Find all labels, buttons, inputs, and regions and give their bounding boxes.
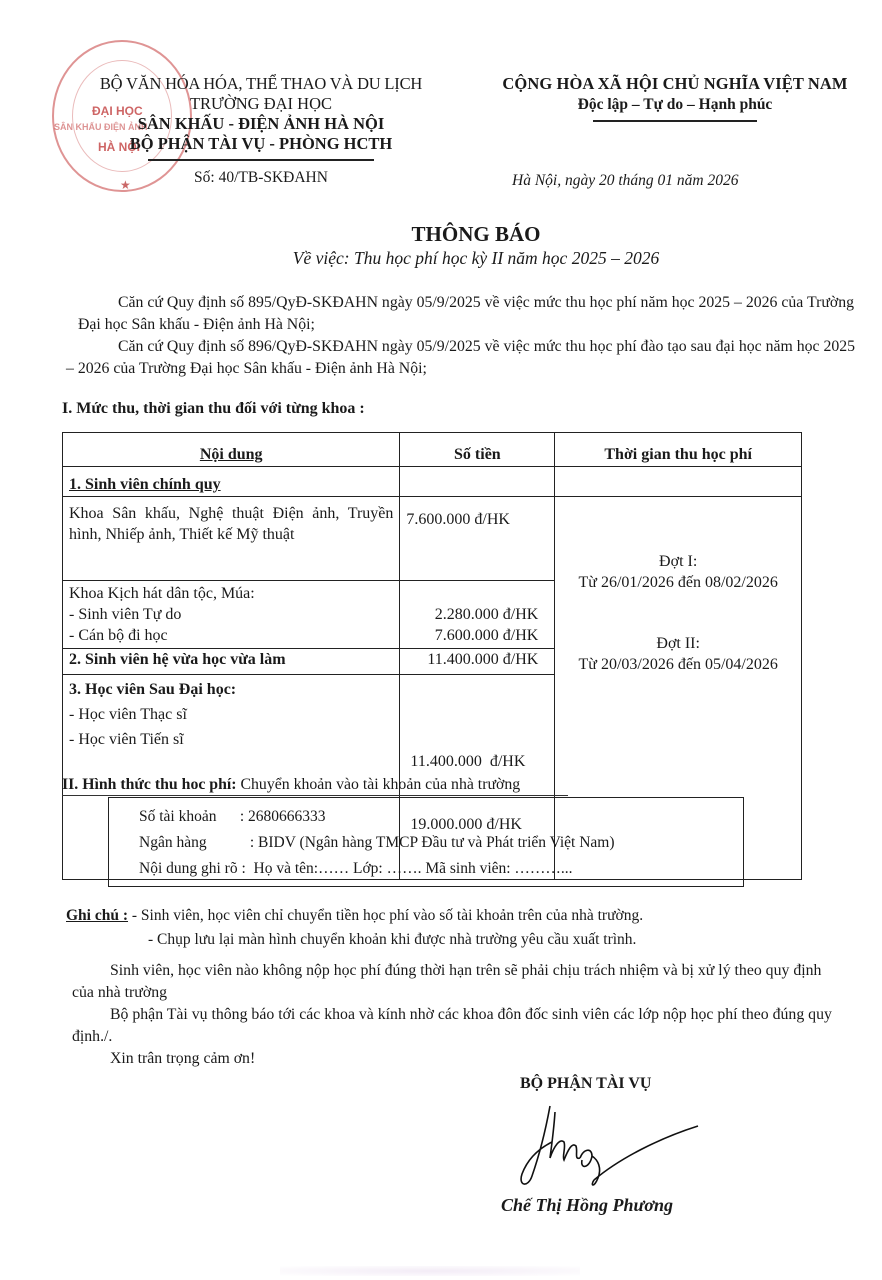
account-number-row bbox=[139, 804, 743, 830]
handwritten-signature-icon bbox=[510, 1098, 710, 1193]
column-header-period: Thời gian thu học phí bbox=[555, 433, 802, 467]
bank-label: Ngân hàng bbox=[139, 834, 207, 851]
group1-period-empty bbox=[555, 467, 802, 497]
row-folk-amount2: 7.600.000 đ/HK bbox=[434, 627, 539, 644]
period-1-range: Từ 26/01/2026 đến 08/02/2026 bbox=[578, 574, 778, 591]
group3-title: 3. Học viên Sau Đại học: bbox=[69, 681, 237, 698]
document-number: Số: 40/TB-SKĐAHN bbox=[194, 168, 328, 186]
national-motto: Độc lập – Tự do – Hạnh phúc bbox=[577, 96, 773, 113]
table-header-row bbox=[63, 433, 802, 467]
closing-paragraph bbox=[72, 1048, 842, 1070]
closing-text: Xin trân trọng cảm ơn! bbox=[110, 1050, 256, 1067]
department-name: BỘ PHẬN TÀI VỤ - PHÒNG HCTH bbox=[129, 134, 393, 153]
note-row bbox=[66, 904, 643, 928]
document-title: THÔNG BÁO bbox=[411, 222, 541, 246]
school-name-line1: TRƯỜNG ĐẠI HỌC bbox=[189, 94, 333, 113]
section-2-heading bbox=[62, 776, 520, 794]
period-2-label: Đợt II: bbox=[656, 635, 700, 652]
group2-amount: 11.400.000 đ/HK bbox=[400, 649, 555, 675]
stamp-text-line2: SÂN KHẤU ĐIỆN ẢNH bbox=[54, 122, 148, 132]
column-header-content: Nội dung bbox=[63, 433, 400, 467]
signatory-name: Chế Thị Hồng Phương bbox=[501, 1195, 673, 1215]
group3-item2: - Học viên Tiến sĩ bbox=[69, 731, 184, 748]
account-number-value: : 2680666333 bbox=[239, 808, 326, 825]
row-folk-item1: - Sinh viên Tự do bbox=[69, 606, 182, 623]
account-number-label: Số tài khoản bbox=[139, 808, 217, 825]
row-faculties-content: Khoa Sân khấu, Nghệ thuật Điện ảnh, Truyền hình, Nhiếp ảnh, Thiết kế Mỹ thuật bbox=[63, 497, 400, 581]
preamble-text: Căn cứ Quy định số 895/QyĐ-SKĐAHN ngày 05/9/2025 về việc mức thu học phí năm học 2025 – 2026 của Trường Đại học Sân khấu - Điện ảnh Hà Nội; bbox=[78, 294, 855, 333]
closing-text: Bộ phận Tài vụ thông báo tới các khoa và kính nhờ các khoa đôn đốc sinh viên các lớp nộp học phí theo đúng quy định./. bbox=[72, 1006, 832, 1045]
group3-item1: - Học viên Thạc sĩ bbox=[69, 706, 187, 723]
row-folk-title: Khoa Kịch hát dân tộc, Múa: bbox=[69, 585, 255, 602]
closing-paragraphs bbox=[72, 960, 842, 1070]
section-2-value: Chuyển khoản vào tài khoản của nhà trường bbox=[240, 776, 521, 793]
column-header-amount: Số tiền bbox=[400, 433, 555, 467]
preamble-text: Căn cứ Quy định số 896/QyĐ-SKĐAHN ngày 05/9/2025 về việc mức thu học phí đào tạo sau đại học năm học 2025 – 2026 của Trường Đại học Sân khấu - Điện ảnh Hà Nội; bbox=[66, 338, 856, 377]
nation-name: CỘNG HÒA XÃ HỘI CHỦ NGHĨA VIỆT NAM bbox=[502, 74, 848, 93]
group2-content: 2. Sinh viên hệ vừa học vừa làm bbox=[63, 649, 400, 675]
notes bbox=[66, 904, 643, 952]
closing-text: Sinh viên, học viên nào không nộp học phí đúng thời hạn trên sẽ phải chịu trách nhiệm và bị xử lý theo quy định của nhà trường bbox=[72, 962, 822, 1001]
document-subject: Về việc: Thu học phí học kỳ II năm học 2025 – 2026 bbox=[292, 248, 660, 268]
stamp-text-line1: ĐẠI HỌC bbox=[92, 104, 143, 118]
section-2-underline bbox=[62, 795, 568, 796]
note-item: - Chụp lưu lại màn hình chuyển khoản khi được nhà trường yêu cầu xuất trình. bbox=[148, 931, 637, 948]
document-date: Hà Nội, ngày 20 tháng 01 năm 2026 bbox=[512, 172, 739, 189]
table-row bbox=[63, 497, 802, 581]
note-row bbox=[66, 928, 643, 952]
closing-paragraph bbox=[72, 1004, 842, 1048]
section-1-heading: I. Mức thu, thời gian thu đối với từng khoa : bbox=[62, 400, 365, 417]
group1-label: 1. Sinh viên chính quy bbox=[63, 467, 400, 497]
note-item: - Sinh viên, học viên chỉ chuyển tiền học phí vào số tài khoản trên của nhà trường. bbox=[131, 907, 644, 924]
preamble bbox=[66, 292, 858, 380]
stamp-star-icon: ★ bbox=[120, 178, 131, 192]
row-folk-amounts bbox=[400, 581, 555, 649]
table-row-group1 bbox=[63, 467, 802, 497]
period-2-range: Từ 20/03/2026 đến 05/04/2026 bbox=[578, 656, 778, 673]
transfer-content-row bbox=[139, 856, 743, 882]
closing-paragraph bbox=[72, 960, 842, 1004]
transfer-content-label: Nội dung ghi rõ : bbox=[139, 860, 246, 877]
row-faculties-amount: 7.600.000 đ/HK bbox=[400, 497, 555, 581]
period-1 bbox=[555, 551, 801, 593]
header-right-divider bbox=[593, 120, 757, 122]
signature-department: BỘ PHẬN TÀI VỤ bbox=[520, 1075, 652, 1092]
period-2 bbox=[555, 633, 801, 675]
row-folk-item2: - Cán bộ đi học bbox=[69, 627, 168, 644]
notes-label: Ghi chú : bbox=[66, 907, 129, 924]
group1-amount-empty bbox=[400, 467, 555, 497]
group3-amount2: 19.000.000 đ/HK bbox=[410, 816, 522, 833]
bank-info-box bbox=[108, 797, 744, 887]
preamble-item bbox=[66, 336, 858, 380]
stamp-text-line3: HÀ NỘI bbox=[98, 140, 140, 154]
preamble-item bbox=[78, 292, 858, 336]
scan-smudge bbox=[280, 1266, 580, 1276]
bank-row bbox=[139, 830, 743, 856]
section-2-label: II. Hình thức thu hoc phí: bbox=[62, 776, 237, 793]
ministry-name: BỘ VĂN HÓA HÓA, THỂ THAO VÀ DU LỊCH bbox=[99, 74, 423, 93]
school-name-line2: SÂN KHẤU - ĐIỆN ẢNH HÀ NỘI bbox=[137, 114, 385, 133]
bank-value: : BIDV (Ngân hàng TMCP Đầu tư và Phát triển Việt Nam) bbox=[249, 834, 615, 851]
group3-amount1: 11.400.000 đ/HK bbox=[410, 753, 526, 770]
header-left bbox=[66, 74, 456, 187]
header-left-divider bbox=[148, 159, 374, 161]
header-right bbox=[470, 74, 880, 122]
transfer-content-value: Họ và tên:…… Lớp: ……. Mã sinh viên: ………... bbox=[253, 860, 573, 877]
row-folk-content bbox=[63, 581, 400, 649]
row-folk-amount1: 2.280.000 đ/HK bbox=[434, 606, 539, 623]
period-1-label: Đợt I: bbox=[659, 553, 698, 570]
